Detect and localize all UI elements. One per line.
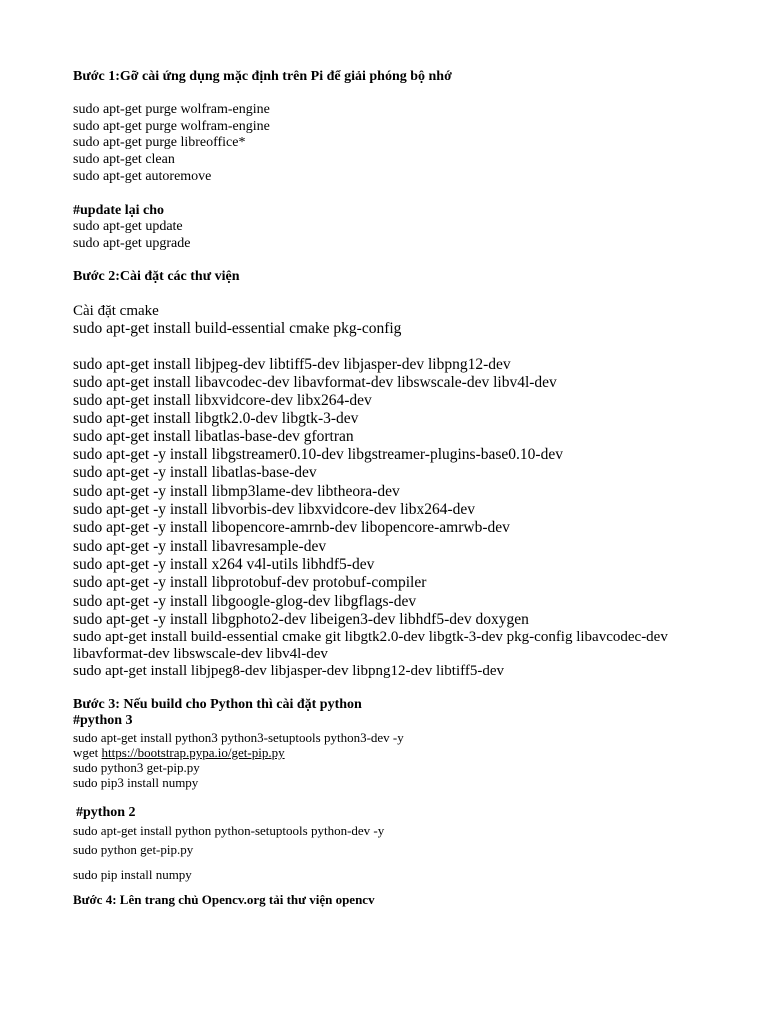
library-command-4: sudo apt-get install libgtk2.0-dev libgtk-3-dev: [73, 410, 359, 427]
update-command-1: sudo apt-get update: [73, 219, 183, 234]
step1-command-4: sudo apt-get clean: [73, 152, 175, 167]
python3-heading: #python 3: [73, 713, 133, 728]
library-command-5: sudo apt-get install libatlas-base-dev gfortran: [73, 428, 354, 445]
step4-heading: Bước 4: Lên trang chủ Opencv.org tải thư viện opencv: [73, 892, 375, 907]
step3-heading: Bước 3: Nếu build cho Python thì cài đặt python: [73, 697, 362, 712]
cmake-command: sudo apt-get install build-essential cmake pkg-config: [73, 320, 402, 337]
python2-install-command: sudo apt-get install python python-setuptools python-dev -y: [73, 823, 385, 838]
library-command-8: sudo apt-get -y install libmp3lame-dev libtheora-dev: [73, 483, 400, 500]
python2-getpip-command: sudo python get-pip.py: [73, 842, 194, 857]
step1-command-5: sudo apt-get autoremove: [73, 169, 212, 184]
step1-command-1: sudo apt-get purge wolfram-engine: [73, 102, 270, 117]
library-command-6: sudo apt-get -y install libgstreamer0.10-dev libgstreamer-plugins-base0.10-dev: [73, 446, 563, 463]
get-pip-link[interactable]: https://bootstrap.pypa.io/get-pip.py: [101, 745, 285, 760]
library-command-3: sudo apt-get install libxvidcore-dev libx264-dev: [73, 392, 372, 409]
step1-command-2: sudo apt-get purge wolfram-engine: [73, 119, 270, 134]
library-command-13: sudo apt-get -y install libprotobuf-dev protobuf-compiler: [73, 574, 427, 591]
python2-heading: #python 2: [76, 805, 136, 820]
wget-prefix: wget: [73, 745, 102, 760]
library-command-14: sudo apt-get -y install libgoogle-glog-dev libgflags-dev: [73, 593, 417, 610]
python3-numpy-command: sudo pip3 install numpy: [73, 775, 199, 790]
wget-command: [73, 746, 285, 759]
library-command-2: sudo apt-get install libavcodec-dev libavformat-dev libswscale-dev libv4l-dev: [73, 374, 557, 391]
python2-numpy-command: sudo pip install numpy: [73, 867, 192, 882]
library-command-9: sudo apt-get -y install libvorbis-dev libxvidcore-dev libx264-dev: [73, 501, 476, 518]
long-command-line-1: sudo apt-get install build-essential cmake git libgtk2.0-dev libgtk-3-dev pkg-config libavcodec-dev: [73, 629, 668, 645]
library-command-10: sudo apt-get -y install libopencore-amrnb-dev libopencore-amrwb-dev: [73, 519, 510, 536]
update-command-2: sudo apt-get upgrade: [73, 236, 191, 251]
step1-command-3: sudo apt-get purge libreoffice*: [73, 135, 246, 150]
cmake-label: Cài đặt cmake: [73, 303, 159, 319]
library-command-12: sudo apt-get -y install x264 v4l-utils libhdf5-dev: [73, 556, 375, 573]
python3-install-command: sudo apt-get install python3 python3-setuptools python3-dev -y: [73, 730, 404, 745]
library-command-11: sudo apt-get -y install libavresample-dev: [73, 538, 327, 555]
step1-heading: Bước 1:Gỡ cài ứng dụng mặc định trên Pi để giải phóng bộ nhớ: [73, 69, 452, 84]
last-library-command: sudo apt-get install libjpeg8-dev libjasper-dev libpng12-dev libtiff5-dev: [73, 663, 504, 679]
step2-heading: Bước 2:Cài đặt các thư viện: [73, 269, 240, 284]
library-command-7: sudo apt-get -y install libatlas-base-dev: [73, 464, 317, 481]
python3-getpip-command: sudo python3 get-pip.py: [73, 760, 200, 775]
library-command-15: sudo apt-get -y install libgphoto2-dev libeigen3-dev libhdf5-dev doxygen: [73, 611, 529, 628]
library-command-1: sudo apt-get install libjpeg-dev libtiff5-dev libjasper-dev libpng12-dev: [73, 356, 511, 373]
update-heading: #update lại cho: [73, 203, 165, 218]
long-command-line-2: libavformat-dev libswscale-dev libv4l-dev: [73, 646, 328, 662]
